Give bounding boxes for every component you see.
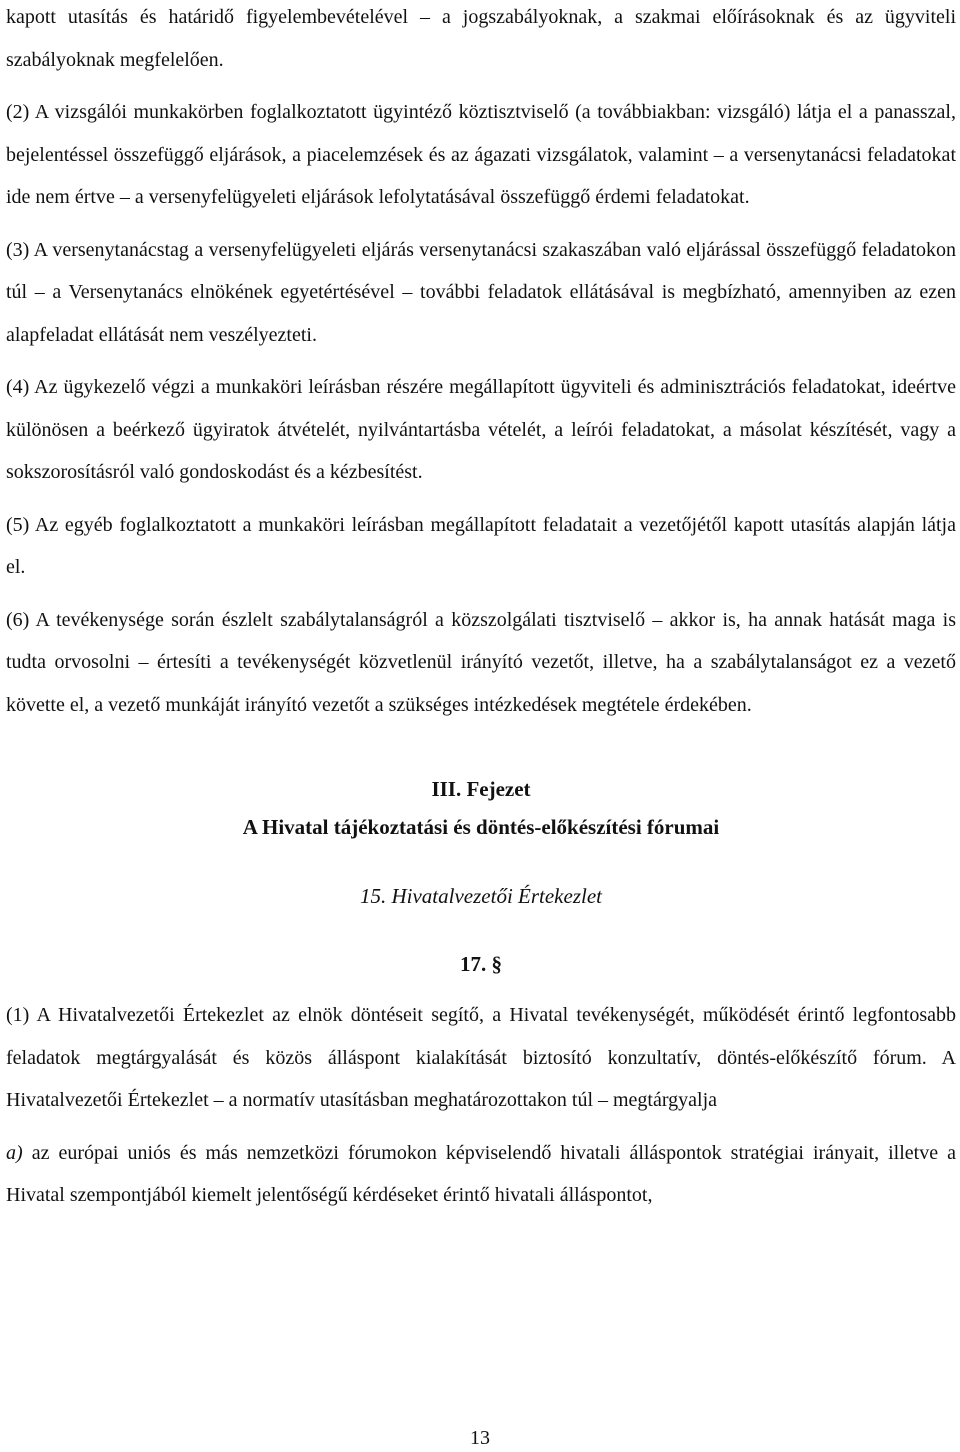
chapter-title: A Hivatal tájékoztatási és döntés-előkészítési fórumai [242, 815, 720, 839]
paragraph-6: (6) A tevékenysége során észlelt szabálytalanságról a közszolgálati tisztviselő – akkor is, ha annak hatását maga is tudta orvosolni – értesíti a tevékenységét közvetlenül irányító vezetőt, illetve, ha a szabálytalanságot ez a vezető követte el, a vezető munkáját irányító vezetőt a szükséges intézkedések megtétele érdekében. [6, 608, 956, 716]
page-number: 13 [470, 1427, 490, 1449]
subchapter-title: 15. Hivatalvezetői Értekezlet [359, 884, 602, 908]
section-paragraph-1: (1) A Hivatalvezetői Értekezlet az elnök döntéseit segítő, a Hivatal tevékenységét, működését érintő legfontosabb feladatok megtárgyalását és közös álláspont kialakítását biztosító konzultatív, döntés-előkészítő fórum. A Hivatalvezetői Értekezlet – a normatív utasításban meghatározottakon túl – megtárgyalja [6, 1004, 956, 1111]
paragraph-4: (4) Az ügykezelő végzi a munkaköri leírásban részére megállapított ügyviteli és adminisztrációs feladatokat, ideértve különösen a beérkező ügyiratok átvételét, nyilvántartásba vételét, a leírói feladatokat, a másolat készítését, vagy a sokszorosításról való gondoskodást és a kézbesítést. [6, 376, 956, 483]
section-number: 17. § [460, 952, 502, 976]
list-item-label: a) [6, 1141, 23, 1164]
list-item-text: az európai uniós és más nemzetközi fórumokon képviselendő hivatali álláspontok stratégiai irányait, illetve a Hivatal szempontjából kiemelt jelentőségű kérdéseket érintő hivatali álláspontot, [6, 1141, 956, 1206]
document-page [6, 0, 956, 1217]
paragraph-continuation: kapott utasítás és határidő figyelembevételével – a jogszabályoknak, a szakmai előírásoknak és az ügyviteli szabályoknak megfelelően. [6, 6, 956, 71]
list-item-a [6, 1132, 956, 1217]
paragraph-2: (2) A vizsgálói munkakörben foglalkoztatott ügyintéző köztisztviselő (a továbbiakban: vizsgáló) látja el a panasszal, bejelentéssel összefüggő eljárások, a piacelemzések és az ágazati vizsgálatok, valamint – a versenytanácsi feladatokat ide nem értve – a versenyfelügyeleti eljárások lefolytatásával összefüggő érdemi feladatokat. [6, 101, 956, 208]
paragraph-3: (3) A versenytanácstag a versenyfelügyeleti eljárás versenytanácsi szakaszában való eljárással összefüggő feladatokon túl – a Versenytanács elnökének egyetértésével – további feladatok ellátásával is megbízható, amennyiben az ezen alapfeladat ellátását nem veszélyezteti. [6, 238, 956, 346]
chapter-number: III. Fejezet [431, 777, 531, 801]
paragraph-5: (5) Az egyéb foglalkoztatott a munkaköri leírásban megállapított feladatait a vezetőjétől kapott utasítás alapján látja el. [6, 513, 956, 578]
